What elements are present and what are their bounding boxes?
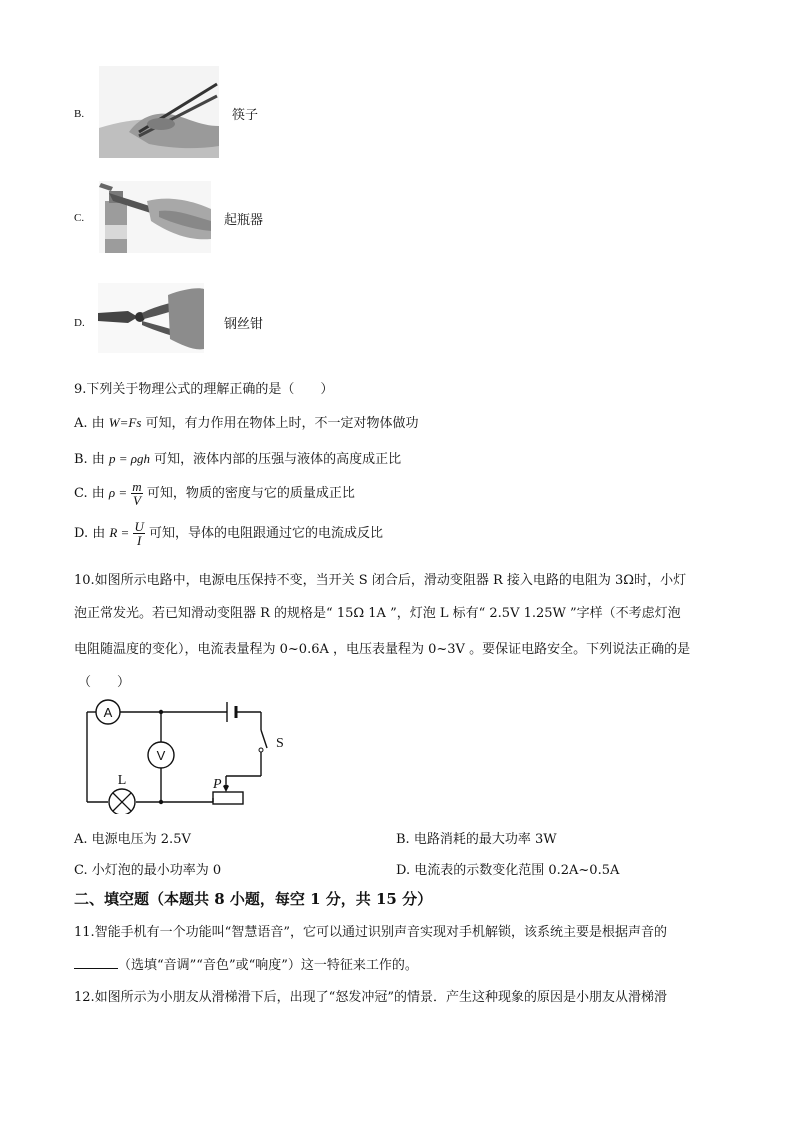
q10-line-2: 泡正常发光。若已知滑动变阻器 R 的规格是“ 15Ω 1A ”，灯泡 L 标有“ 2.5V 1.25W ”字样（不考虑灯泡 [74, 606, 681, 621]
answer-blank[interactable] [74, 956, 118, 969]
option-letter-b: B. [74, 108, 85, 120]
ammeter-label: A [103, 705, 113, 720]
q10-line-3: 电阻随温度的变化），电流表量程为 0~0.6A ，电压表量程为 0~3V 。要保证电路安全。下列说法正确的是 [74, 642, 691, 657]
slider-label: P [213, 777, 222, 792]
q11-line-1: 11.智能手机有一个功能叫“智慧语音”，它可以通过识别声音实现对手机解锁，该系统主要是根据声音的 [74, 925, 667, 940]
voltmeter-label: V [156, 748, 166, 763]
q9-a-formula: W=Fs [108, 415, 142, 430]
lamp-label: L [117, 773, 127, 788]
bottle-opener-image [99, 181, 211, 253]
option-letter-d: D. [74, 317, 85, 329]
q9-option-c: C. 由 ρ = $\frac{m}{V}$ 可知，物质的密度与它的质量成正比 [74, 479, 355, 508]
q10-option-d: D. 电流表的示数变化范围 0.2A~0.5A [396, 863, 620, 878]
option-caption-c: 起瓶器 [224, 213, 264, 228]
q9-option-a: A. 由 W=Fs 可知，有力作用在物体上时，不一定对物体做功 [74, 415, 419, 431]
switch-label: S [276, 736, 284, 751]
q9-b-formula: p = ρgh [108, 451, 150, 466]
chopsticks-image [99, 66, 219, 158]
option-letter-c: C. [74, 212, 85, 224]
circuit-diagram [74, 694, 294, 814]
q10-option-a: A. 电源电压为 2.5V [74, 832, 191, 847]
q9-option-b: B. 由 p = ρgh 可知，液体内部的压强与液体的高度成正比 [74, 451, 402, 467]
pliers-image [98, 283, 204, 353]
q10-line-4: （ ） [78, 675, 131, 690]
q12-line-1: 12.如图所示为小朋友从滑梯滑下后，出现了“怒发冲冠”的情景．产生这种现象的原因是小朋友从滑梯滑 [74, 990, 667, 1005]
q9-d-fraction: $\frac{U}{I}$ [134, 519, 144, 548]
q9-option-d: D. 由 R = $\frac{U}{I}$ 可知，导体的电阻跟通过它的电流成反比 [74, 519, 383, 548]
switch-blade [261, 730, 267, 748]
q10-line-1: 10.如图所示电路中，电源电压保持不变，当开关 S 闭合后，滑动变阻器 R 接入电路的电阻为 3Ω时，小灯 [74, 573, 687, 588]
option-caption-b: 筷子 [232, 108, 259, 123]
option-caption-d: 钢丝钳 [224, 317, 264, 332]
q11-line-2: （选填“音调”“音色”或“响度”）这一特征来工作的。 [74, 954, 418, 973]
slider-arrow-icon [223, 784, 229, 792]
q9-c-fraction: $\frac{m}{V}$ [132, 479, 142, 508]
section-heading: 二、填空题（本题共 8 小题，每空 1 分，共 15 分） [74, 890, 433, 908]
rheostat-body [213, 792, 243, 804]
q10-option-b: B. 电路消耗的最大功率 3W [396, 832, 557, 847]
q10-option-c: C. 小灯泡的最小功率为 0 [74, 863, 222, 878]
q9-stem: 9.下列关于物理公式的理解正确的是（ ） [74, 382, 334, 397]
